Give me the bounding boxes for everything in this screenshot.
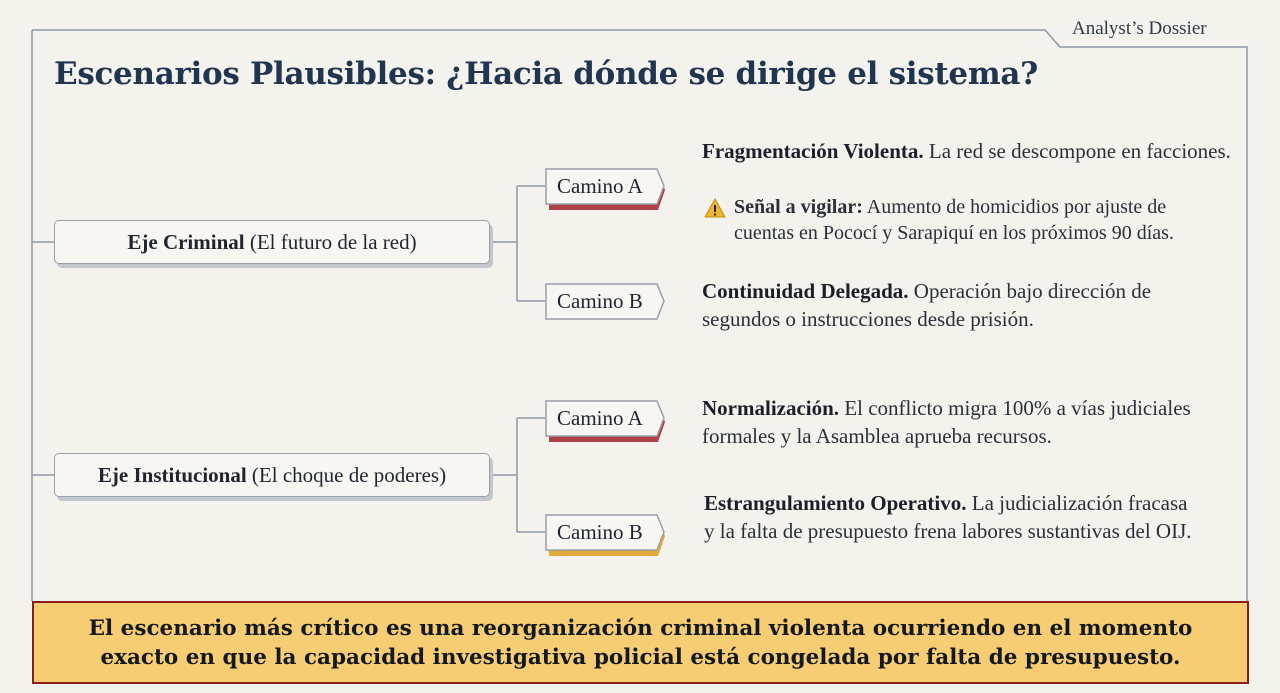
- criminal-path-a-heading: Fragmentación Violenta.: [702, 139, 924, 163]
- criminal-path-a-signal: [704, 194, 1224, 246]
- axis-institutional-subtitle: (El choque de poderes): [251, 462, 447, 487]
- institutional-path-b-description: [704, 489, 1194, 545]
- institutional-path-a-label: Camino A: [557, 406, 643, 430]
- axis-criminal: [54, 220, 490, 264]
- signal-text: Aumento de homicidios por ajuste de cuentas en Pococí y Sarapiquí en los próximos 90 días.: [734, 196, 1174, 244]
- institutional-path-a-tag: [545, 400, 665, 436]
- axis-institutional-name: Eje Institucional: [97, 462, 247, 487]
- criminal-path-a-description: [702, 137, 1232, 165]
- institutional-path-b-text: La judicialización fracasa y la falta de presupuesto frena labores sustantivas del OIJ.: [704, 491, 1192, 543]
- criminal-path-b-label: Camino B: [557, 289, 643, 313]
- criminal-path-b-heading: Continuidad Delegada.: [702, 279, 909, 303]
- institutional-path-a-text: El conflicto migra 100% a vías judiciales formales y la Asamblea aprueba recursos.: [702, 396, 1191, 448]
- criminal-path-a-label: Camino A: [557, 174, 643, 198]
- axis-criminal-name: Eje Criminal: [127, 229, 245, 254]
- institutional-path-a-description: [702, 394, 1232, 450]
- conclusion-banner: El escenario más crítico es una reorganización criminal violenta ocurriendo en el momento exacto en que la capacidad investigativa policial está congelada por falta de presupuesto.: [32, 601, 1249, 684]
- axis-criminal-subtitle: (El futuro de la red): [249, 229, 417, 254]
- axis-institutional: [54, 453, 490, 497]
- criminal-path-b-text: Operación bajo dirección de segundos o instrucciones desde prisión.: [702, 279, 1152, 331]
- page-title: Escenarios Plausibles: ¿Hacia dónde se dirige el sistema?: [54, 56, 1038, 92]
- criminal-path-b-tag: [545, 283, 665, 319]
- institutional-path-a-heading: Normalización.: [702, 396, 840, 420]
- institutional-path-b-label: Camino B: [557, 520, 643, 544]
- signal-label: Señal a vigilar:: [734, 196, 863, 218]
- dossier-tab-label: Analyst’s Dossier: [1072, 18, 1207, 39]
- institutional-path-b-heading: Estrangulamiento Operativo.: [704, 491, 967, 515]
- criminal-path-a-text: La red se descompone en facciones.: [928, 139, 1231, 163]
- institutional-path-b-tag: [545, 514, 665, 550]
- warning-icon: [704, 198, 726, 218]
- criminal-path-b-description: [702, 277, 1232, 333]
- criminal-path-a-tag: [545, 168, 665, 204]
